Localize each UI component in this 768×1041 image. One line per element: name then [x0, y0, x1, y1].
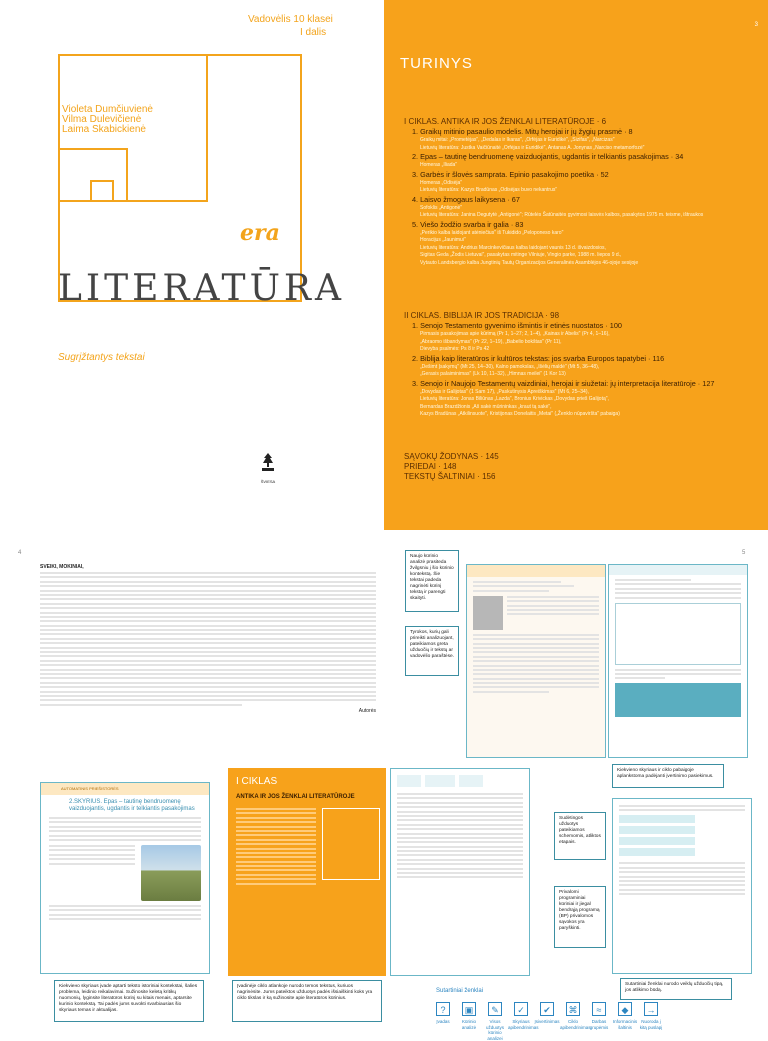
intro-lines: [40, 572, 376, 706]
toc-page-number: 3: [754, 22, 758, 28]
sample-page-tasks: [612, 798, 752, 974]
toc-glossary[interactable]: SĄVOKŲ ŽODYNAS · 145: [404, 452, 499, 461]
toc-subentry: Dievyba psalmės: Ps 8 ir Ps 42: [420, 346, 490, 352]
toc-subentry: Sigitas Geda „Žodis Lietuvai", pasakytas mitinge Vilniuje, Vingio parke, 1988 m. liepos 9 d.,: [420, 252, 622, 258]
summary-icon: ⌘: [566, 1002, 580, 1016]
toc-subentry: „Dešimt Įsakymų" (Mt 25, 14–30), Kalno pamokslas, „Išėlių maldė" (Mt 5, 36–48),: [420, 363, 600, 370]
cover-title: LITERATŪRA: [58, 268, 346, 309]
question-icon: ?: [436, 1002, 450, 1016]
toc-sources[interactable]: TEKSTŲ ŠALTINIAI · 156: [404, 472, 496, 481]
legend-items: [430, 1002, 750, 1041]
toc-chapter[interactable]: 5. Viešo žodžio svarba ir galia · 83: [412, 219, 524, 229]
legend-item: ◆ Informacinis šaltinis: [612, 1002, 638, 1041]
toc-cycle-heading[interactable]: I CIKLAS. ANTIKA IR JOS ŽENKLAI LITERATŪROJE · 6: [404, 117, 607, 126]
sample-page-assessment: [608, 564, 748, 758]
toc-subentry: Lietuvių literatūra: Janina Degutytė „Antigonė"; Rūtelės Šatūnaitės gyvimosi laisvės kalbos, pasakytos 1975 m. teisme, ištraukos: [420, 212, 704, 218]
legend-item: ⌘ Ciklo apibendrinimas: [560, 1002, 586, 1041]
cover-author-2: Vilma Dulevičienė: [62, 114, 142, 125]
legend-item: → Nuoroda į kitą puslapį: [638, 1002, 664, 1041]
cover-author-1: Violeta Dumčiuvienė: [62, 104, 153, 115]
legend-item: ? Įvadas: [430, 1002, 456, 1041]
toc-chapter[interactable]: 3. Senojo ir Naujojo Testamentų vaizdiniai, herojai ir siužetai: jų interpretacija literatūroje · 127: [412, 378, 715, 388]
toc-subentry: Lietuvių literatūra: Andrius Marcinkevičiaus kalba laidojant vaunis 13 d. išvaizdosios,: [420, 244, 606, 251]
callout-self-eval: Kiekvieno skyriaus ir ciklo pabaigoje aplankstoma padėjanti įvertinimo pasiekimus.: [612, 764, 724, 788]
info-icon: ◆: [618, 1002, 632, 1016]
cover-frame-tiny: [90, 180, 114, 202]
sample-page-diagram: [390, 768, 530, 976]
cover-era: era: [240, 220, 280, 246]
chapter-strip: AUTOMATINIS PRIEŠISTORĖS: [41, 783, 209, 795]
checkmark-icon: ✔: [540, 1002, 554, 1016]
intro-letter: [40, 564, 376, 714]
sample-page-analysis: [466, 564, 606, 758]
cover-author-3: Laima Skabickienė: [62, 124, 146, 135]
chapter-heading: 2.SKYRIUS. Epas – tautinę bendruomenę vaizduojantis, ugdantis ir telkiantis pasakojimas: [69, 799, 195, 812]
toc-subentry: Bernardas Brazdžionis „Aš sakė mūrininkas „kraut tą sakė",: [420, 403, 552, 410]
toc-appendix[interactable]: PRIEDAI · 148: [404, 462, 457, 471]
toc-chapter[interactable]: 1. Graikų mitinio pasaulio modelis. Mitų herojai ir jų žygių prasmė · 8: [412, 127, 633, 136]
toc-subentry: Graikų mitai: „Prometėjas", „Dedalas ir Ikaras", „Orfėjas ir Euridikė", „Sizifas", „Narcizas": [420, 137, 615, 143]
toc-subentry: „Gerasis palaiminimas" (Lk 10, 11–32), „Himnas meilei" (1 Kor 13): [420, 371, 566, 377]
toc-subentry: Sofoklis „Antigonė": [420, 204, 463, 211]
book-cover: [0, 0, 384, 530]
callout-notes: Tyrokos, kurių gali prireikti analizuojant, pateikiamos greta užduočių ir tekstų ar vadovėlio paraštėse.: [405, 626, 459, 676]
callout-signs: Sutartiniai ženklai nurodo veiklų užduočių tipą, jos atlikimo būdą.: [620, 978, 732, 1000]
toc-subentry: Vytauto Landsbergio kalba Jungtinių Tautų Organizacijos Generalinės Asamblėjos 46-ojoje sesijoje: [420, 259, 639, 266]
publisher-name: ŠVIESA: [260, 479, 276, 484]
legend-item: ✓ Skyriaus apibendrinimas: [508, 1002, 534, 1041]
callout-mandatory: Privalomi programiniai kūriniai ir jiegal bendrąją programą (BP) privalomos sąvokos yra paryškinti.: [554, 886, 606, 948]
author-portrait: [473, 596, 503, 630]
cover-part: I dalis: [300, 27, 327, 38]
toc-page: [384, 0, 768, 530]
legend-item: ✎ Visos užduotys kūrinio analizei: [482, 1002, 508, 1041]
toc-subentry: Homeras „Odisėja": [420, 179, 463, 186]
group-icon: ≈: [592, 1002, 606, 1016]
toc-subentry: Pirmasis pasakojimas apie kūrimą (Pr 1, 1–27; 2, 1–4), „Kainas ir Abelis" (Pr 4, 1–16),: [420, 331, 610, 337]
cycle-intro-panel: [228, 768, 386, 976]
toc-subentry: „Perikio kalba laidojant atėniečius" iš Tukidido „Peloponeso karo": [420, 229, 564, 236]
intro-signature: Autorės: [358, 708, 376, 715]
preview-spread: [0, 538, 768, 1041]
callout-schemes: Sudėtingos užduotys pateikiamos schemomis, atliktos etapais.: [554, 812, 606, 860]
check-icon: ✓: [514, 1002, 528, 1016]
toc-chapter[interactable]: 2. Biblija kaip literatūros ir kultūros tekstas: jos svarba Europos tapatybei · 116: [412, 353, 665, 363]
toc-tail: [404, 452, 756, 482]
callout-chapter-intro: Kiekviено skyriaus įvade aptarti teksto istoriniai kontekstai, šalies problema, leidinio reikalavimai. Sužinosite keletą kritikų nuomonių, lyginsite literatūros kūrinį su kitais menais, aptarsite kurinio kontekstą. Tai padės jums suvokti svarbiausias šio skyriaus temas ir aktualijas.: [54, 980, 204, 1022]
intro-heading: SVEIKI, MOKINIAI,: [40, 564, 84, 570]
sample-page-chapter: [40, 782, 210, 974]
publisher-logo: [258, 452, 278, 484]
toc-chapter[interactable]: 3. Garbės ir šlovės samprata. Epinio pasakojimo poetika · 52: [412, 169, 609, 179]
publisher-logo-icon: [260, 452, 276, 474]
toc-chapter[interactable]: 2. Epas – tautinę bendruomenę vaizduojantis, ugdantis ir telkiantis pasakojimas · 34: [412, 152, 684, 161]
toc-subentry: Homeras „Iliada": [420, 162, 458, 168]
toc-subentry: Lietuvių literatūra: Jonas Biliūnas „Lazda", Bronius Krivickas „Dovydas prieš Galijotą",: [420, 396, 609, 402]
toc-cycle-1: [404, 116, 756, 267]
cycle-panel-title: ANTIKA IR JOS ŽENKLAI LITERATŪROJE: [236, 794, 355, 800]
legend: [430, 988, 750, 1041]
temple-photo: [141, 845, 201, 901]
toc-chapter[interactable]: 1. Senojo Testamento gyvenimo išmintis ir etinės nuostatos · 100: [412, 321, 622, 330]
toc-subentry: „Dovydas ir Galijotas" (1 Sam 17), „Paskutinysis Apreiškimas" (Mt 6, 25–34),: [420, 388, 589, 395]
toc-subentry: Horacijus „Jaunimui": [420, 237, 466, 243]
legend-item: ▣ Kūrinio analizė: [456, 1002, 482, 1041]
legend-item: ✔ Įsivertinimas: [534, 1002, 560, 1041]
toc-title: TURINYS: [400, 55, 473, 72]
cover-series: Vadovėlis 10 klasei: [248, 14, 333, 25]
arrow-right-icon: →: [644, 1002, 658, 1016]
pencil-icon: ✎: [488, 1002, 502, 1016]
toc-cycle-heading[interactable]: II CIKLAS. BIBLIJA IR JOS TRADICIJA · 98: [404, 311, 560, 320]
legend-title: Sutartiniai ženklai: [436, 988, 484, 994]
book-icon: ▣: [462, 1002, 476, 1016]
toc-subentry: Lietuvių literatūra: Justka Vaičiūnaitė „Orfėjas ir Euridikė", Antanas A. Jonynas „Narciso metamorfozė": [420, 144, 645, 151]
cycle-panel-label: I CIKLAS: [236, 776, 278, 787]
cover-subtitle: Sugrįžtantys tekstai: [58, 352, 145, 363]
left-page-number: 4: [18, 550, 22, 556]
right-page-number: 5: [742, 550, 746, 556]
legend-item: ≈ Darbas grupėmis: [586, 1002, 612, 1041]
toc-subentry: Lietuvių literatūra: Kazys Bradūnas „Odisėjas buvo nekantrus": [420, 187, 558, 193]
callout-cycle-intro: Įvadinėje ciklo atlankoje nurodo temos tekstus, kuriuos nagrinėsite. Jums pateiktos užduotys padės išsiaiškinti koks yra ciklo tikslas ir ką sužinosite apie literatūros kūrinius.: [232, 980, 382, 1022]
toc-subentry: „Abraomo išbandymas" (Pr 22, 1–19), „Babelio bokštas" (Pr 11),: [420, 338, 562, 345]
toc-chapter[interactable]: 4. Laisvo žmogaus laikysena · 67: [412, 194, 520, 204]
toc-cycle-2: [404, 310, 756, 419]
callout-analysis: Naujo kūrinio analizė prasiteda žvilgsniu į šio kūrinio kontekstą. Šie tekstai padeda nagrinėti kūrinį tekstą ir parengti skaityti.: [405, 550, 459, 612]
toc-subentry: Kazys Bradūnas „Atkilinsuote", Kristijonas Donelaitis „Metai" („Ženklo nūpaviršta" pabaiga): [420, 411, 620, 417]
